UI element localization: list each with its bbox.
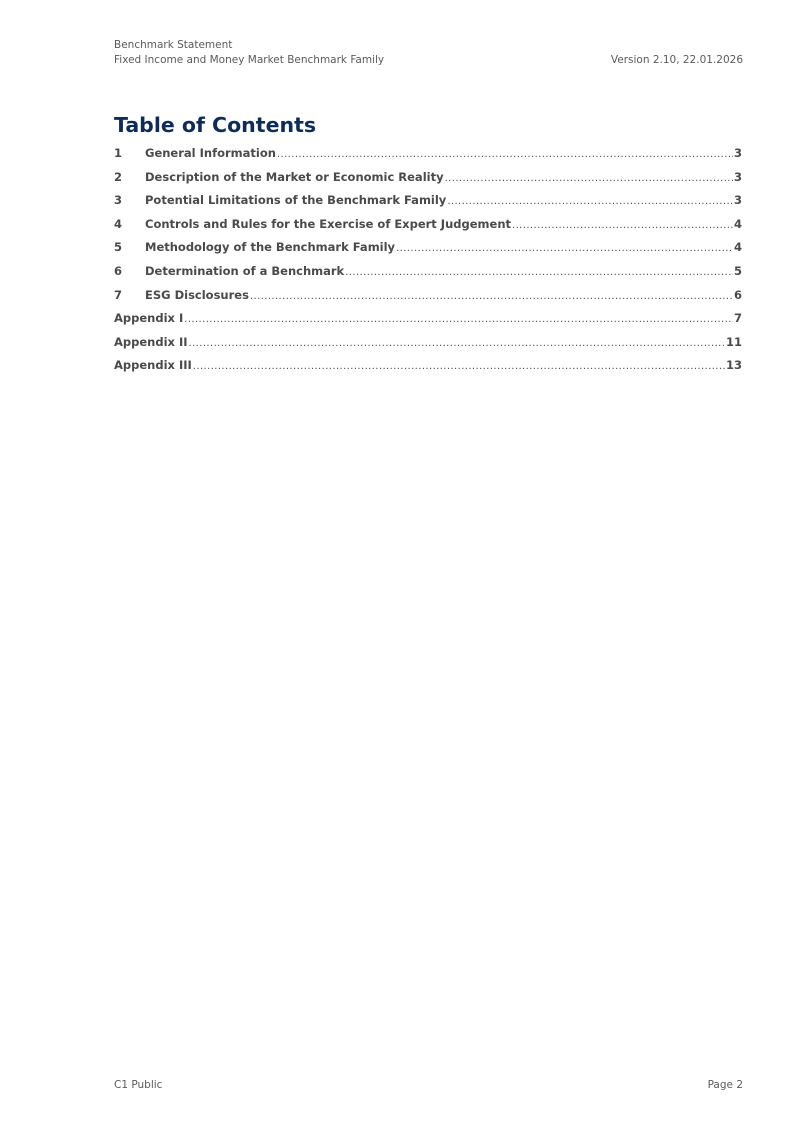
toc-entry-appendix-iii[interactable] — [114, 358, 742, 382]
toc-entry-label: Appendix II — [114, 334, 188, 349]
toc-entry-page: 4 — [733, 240, 742, 255]
toc-entry-number: 6 — [114, 263, 123, 278]
header-document-type: Benchmark Statement — [114, 39, 233, 51]
toc-entry-methodology[interactable] — [114, 240, 742, 264]
toc-entry-page: 3 — [733, 193, 742, 208]
toc-dot-leader — [189, 338, 725, 349]
toc-dot-leader — [445, 173, 733, 184]
header-version: Version 2.10, 22.01.2026 — [610, 53, 743, 66]
toc-entry-page: 13 — [725, 358, 742, 373]
footer-page-number: Page 2 — [707, 1079, 743, 1091]
toc-entry-benchmark-determination[interactable] — [114, 264, 742, 288]
toc-entry-label: Determination of a Benchmark — [145, 263, 345, 278]
toc-entry-label: Appendix III — [114, 358, 192, 373]
toc-entry-number: 1 — [114, 146, 123, 160]
toc-entry-page: 7 — [733, 311, 742, 326]
toc-entry-market-description[interactable] — [114, 170, 742, 194]
header-document-info — [114, 38, 384, 67]
toc-dot-leader — [512, 220, 733, 231]
footer-classification: C1 Public — [114, 1079, 163, 1091]
toc-entry-page: 5 — [733, 263, 742, 278]
toc-title: Table of Contents — [114, 113, 317, 137]
toc-dot-leader — [396, 243, 733, 254]
toc-entry-number: 4 — [114, 216, 123, 231]
toc-entry-label: General Information — [145, 146, 276, 160]
toc-dot-leader — [277, 149, 733, 160]
toc-dot-leader — [184, 314, 733, 325]
table-of-contents — [114, 146, 742, 382]
toc-entry-appendix-i[interactable] — [114, 311, 742, 335]
toc-entry-label: Description of the Market or Economic Reality — [145, 169, 444, 184]
toc-entry-label: Potential Limitations of the Benchmark Family — [145, 193, 447, 208]
toc-entry-page: 3 — [733, 146, 742, 160]
toc-entry-number: 3 — [114, 193, 123, 208]
toc-entry-page: 4 — [733, 216, 742, 231]
header-document-subject: Fixed Income and Money Market Benchmark Family — [114, 53, 385, 66]
toc-entry-page: 3 — [733, 169, 742, 184]
toc-entry-esg-disclosures[interactable] — [114, 288, 742, 312]
toc-entry-page: 11 — [725, 334, 742, 349]
toc-entry-general-information[interactable] — [114, 146, 742, 170]
toc-entry-number: 2 — [114, 169, 123, 184]
toc-dot-leader — [250, 291, 733, 302]
toc-dot-leader — [345, 267, 733, 278]
toc-dot-leader — [193, 361, 725, 372]
toc-entry-expert-judgement[interactable] — [114, 217, 742, 241]
toc-entry-appendix-ii[interactable] — [114, 335, 742, 359]
toc-entry-label: Methodology of the Benchmark Family — [145, 240, 396, 255]
toc-entry-page: 6 — [733, 287, 742, 302]
toc-entry-label: ESG Disclosures — [145, 287, 249, 302]
toc-entry-label: Controls and Rules for the Exercise of Expert Judgement — [145, 216, 512, 231]
toc-entry-potential-limitations[interactable] — [114, 193, 742, 217]
toc-entry-number: 5 — [114, 240, 123, 255]
toc-dot-leader — [447, 196, 733, 207]
toc-entry-number: 7 — [114, 287, 123, 302]
toc-entry-label: Appendix I — [114, 311, 184, 326]
